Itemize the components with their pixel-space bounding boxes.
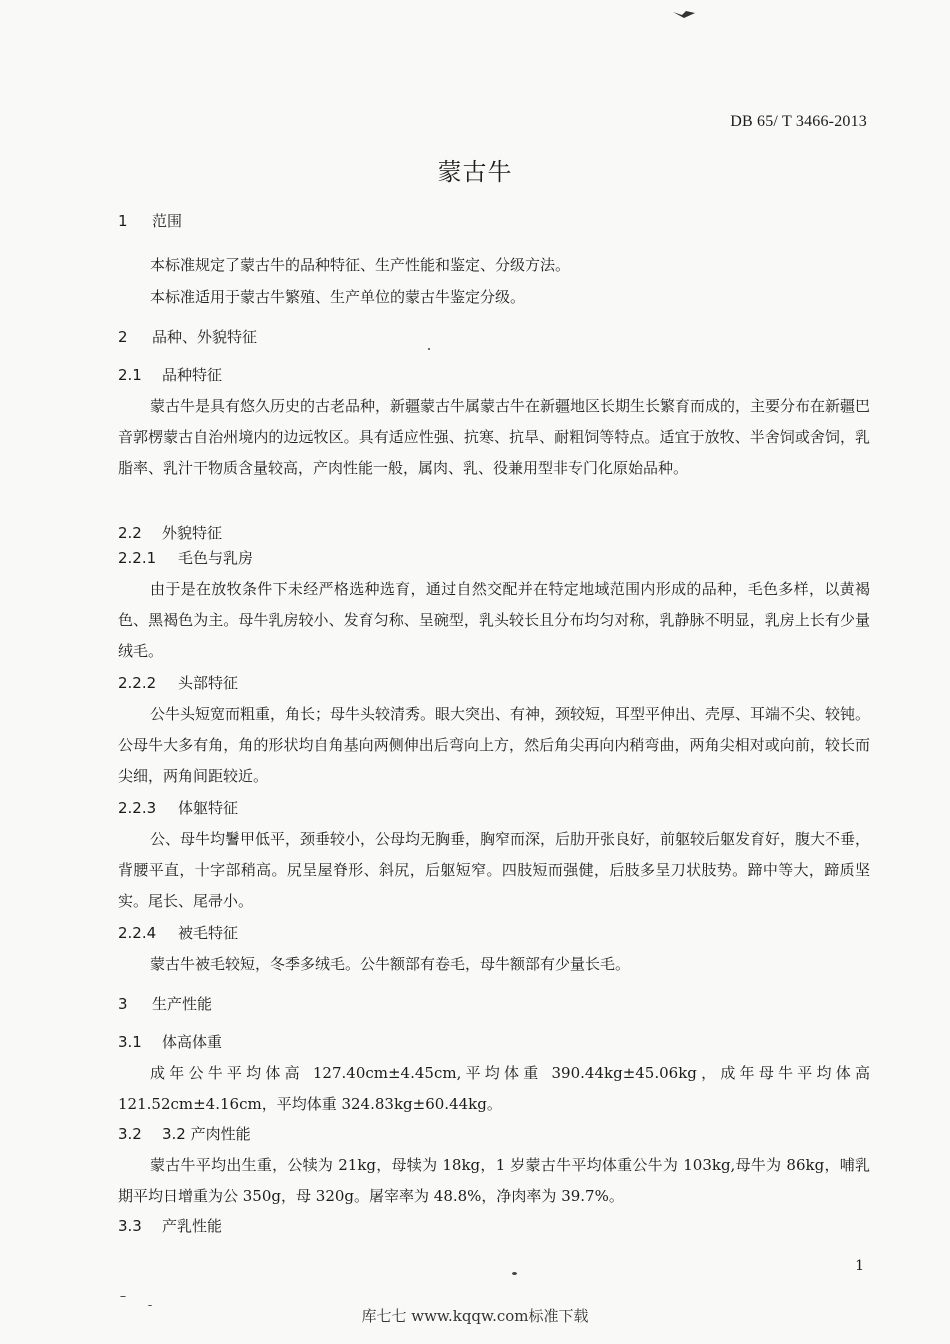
section-number: 2.1 (118, 366, 142, 384)
section-heading-2-2 (118, 522, 222, 543)
section-heading-3 (118, 993, 212, 1014)
paragraph: 公牛头短宽而粗重，角长；母牛头较清秀。眼大突出、有神，颈较短，耳型平伸出、壳厚、耳端不尖、较钝。公母牛大多有角，角的形状均自角基向两侧伸出后弯向上方，然后角尖再向内稍弯曲，两角尖相对或向前，较长而尖细，两角间距较近。 (118, 705, 871, 785)
section-title: 被毛特征 (178, 924, 239, 942)
page-number: 1 (855, 1258, 864, 1274)
scan-speck (120, 1296, 126, 1297)
section-number: 3 (118, 995, 128, 1013)
section-title: 产乳性能 (162, 1217, 223, 1235)
scan-mark (672, 9, 696, 19)
section-title: 生产性能 (152, 995, 213, 1013)
section-heading-3-1 (118, 1031, 222, 1052)
section-title: 头部特征 (178, 674, 239, 692)
section-heading-2-2-3 (118, 797, 238, 818)
paragraph: 蒙古牛是具有悠久历史的古老品种，新疆蒙古牛属蒙古牛在新疆地区长期生长繁育而成的，主要分布在新疆巴音郭楞蒙古自治州境内的边远牧区。具有适应性强、抗寒、抗旱、耐粗饲等特点。适宜于放牧、半舍饲或舍饲，乳脂率、乳汁干物质含量较高，产肉性能一般，属肉、乳、役兼用型非专门化原始品种。 (118, 397, 871, 477)
section-heading-2-2-4 (118, 922, 238, 943)
section-number: 3.1 (118, 1033, 142, 1051)
section-number: 2.2.2 (118, 674, 157, 692)
section-title: 外貌特征 (162, 524, 223, 542)
section-number: 2.2.1 (118, 549, 157, 567)
page-title: 蒙古牛 (437, 158, 513, 186)
paragraph: 公、母牛均鬐甲低平，颈垂较小，公母均无胸垂，胸窄而深，后肋开张良好，前躯较后躯发育好，腹大不垂，背腰平直，十字部稍高。尻呈屋脊形、斜尻，后躯短窄。四肢短而强健，后肢多呈刀状肢势。蹄中等大，蹄质坚实。尾长、尾帚小。 (118, 830, 871, 910)
section-number: 3.2 (118, 1125, 142, 1143)
paragraph: 蒙古牛被毛较短，冬季多绒毛。公牛额部有卷毛，母牛额部有少量长毛。 (150, 955, 631, 973)
scan-speck (428, 348, 430, 350)
section-heading-2 (118, 326, 257, 347)
section-title: 品种特征 (162, 366, 223, 384)
paragraph: 蒙古牛平均出生重，公犊为 21kg，母犊为 18kg，1 岁蒙古牛平均体重公牛为 103kg,母牛为 86kg，哺乳期平均日增重为公 350g，母 320g。屠宰率为 48.8%，净肉率为 39.7%。 (118, 1156, 870, 1205)
paragraph: 成年公牛平均体高 127.40cm±4.45cm,平均体重 390.44kg±45.06kg，成年母牛平均体高 121.52cm±4.16cm，平均体重 324.83kg±60.44kg。 (118, 1064, 870, 1113)
section-title: 3.2 产肉性能 (162, 1125, 251, 1143)
section-title: 品种、外貌特征 (152, 328, 258, 346)
section-heading-2-1 (118, 364, 222, 385)
section-heading-2-2-2 (118, 672, 238, 693)
section-heading-1 (118, 210, 182, 231)
paragraph: 本标准规定了蒙古牛的品种特征、生产性能和鉴定、分级方法。 (150, 256, 571, 274)
section-title: 毛色与乳房 (178, 549, 254, 567)
section-title: 体高体重 (162, 1033, 223, 1051)
section-number: 2.2.3 (118, 799, 157, 817)
document-number: DB 65/ T 3466-2013 (730, 113, 867, 130)
section-number: 2.2.4 (118, 924, 157, 942)
section-heading-3-3 (118, 1215, 222, 1236)
footer-watermark: 库七七 www.kqqw.com标准下载 (361, 1307, 589, 1325)
section-number: 3.3 (118, 1217, 142, 1235)
section-title: 体躯特征 (178, 799, 239, 817)
paragraph: 本标准适用于蒙古牛繁殖、生产单位的蒙古牛鉴定分级。 (150, 288, 526, 306)
section-heading-3-2 (118, 1123, 251, 1144)
section-number: 2.2 (118, 524, 142, 542)
section-heading-2-2-1 (118, 547, 253, 568)
section-title: 范围 (152, 212, 183, 230)
section-number: 2 (118, 328, 128, 346)
scan-speck (512, 1272, 517, 1275)
paragraph: 由于是在放牧条件下未经严格选种选育，通过自然交配并在特定地域范围内形成的品种，毛色多样，以黄褐色、黑褐色为主。母牛乳房较小、发育匀称、呈碗型，乳头较长且分布均匀对称，乳静脉不明显，乳房上长有少量绒毛。 (118, 580, 870, 660)
section-number: 1 (118, 212, 128, 230)
